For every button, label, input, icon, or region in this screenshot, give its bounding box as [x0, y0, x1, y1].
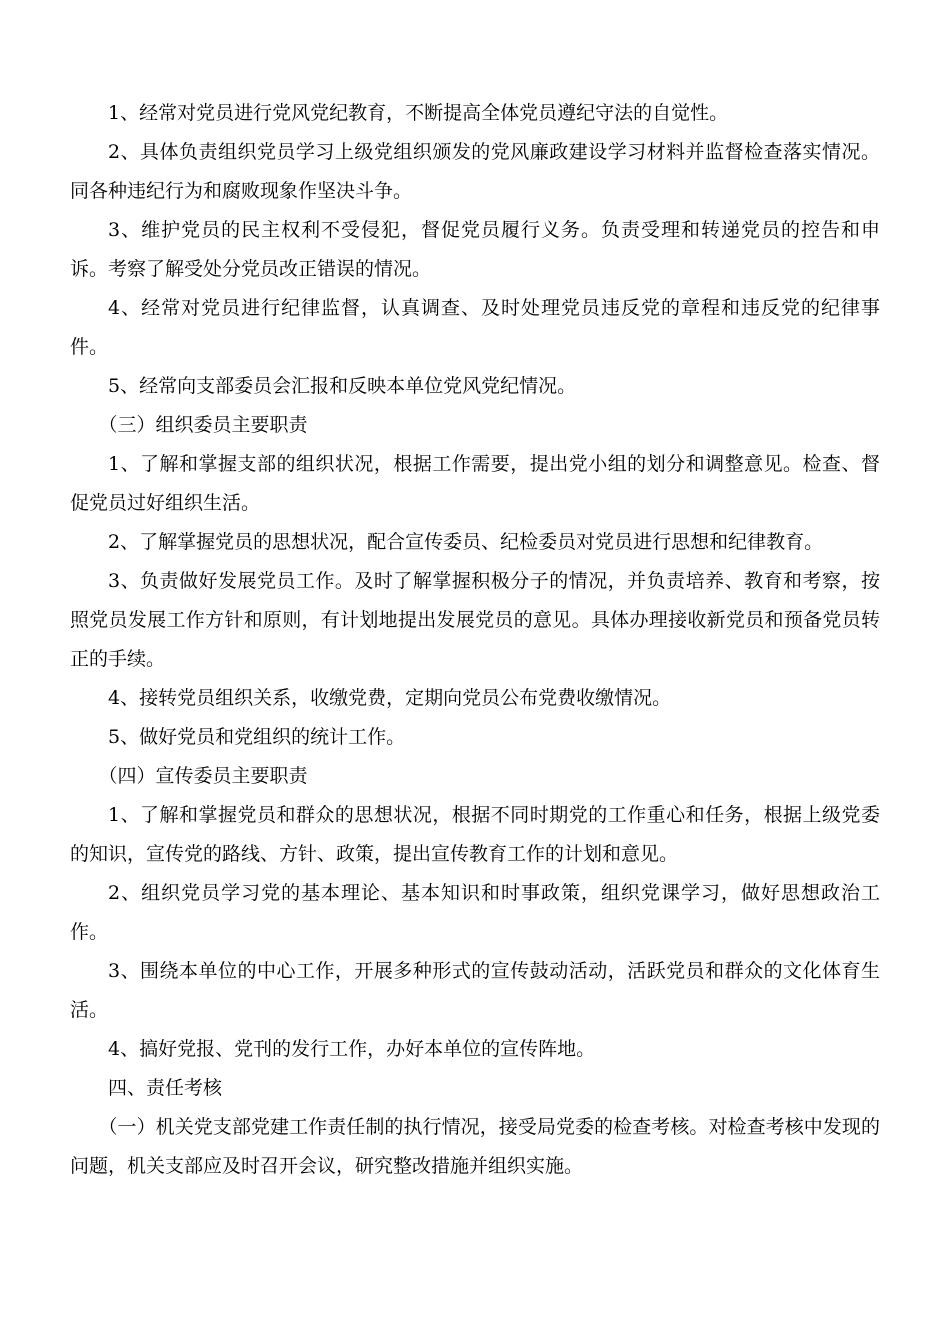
paragraph-assessment-1: （一）机关党支部党建工作责任制的执行情况，接受局党委的检查考核。对检查考核中发现的问题，机关支部应及时召开会议，研究整改措施并组织实施。	[70, 1116, 880, 1177]
paragraph-publicity-2: 2、组织党员学习党的基本理论、基本知识和时事政策，组织党课学习，做好思想政治工作。	[70, 882, 880, 943]
paragraph-discipline-4: 4、经常对党员进行纪律监督，认真调查、及时处理党员违反党的章程和违反党的纪律事件。	[70, 297, 880, 358]
paragraph-discipline-5: 5、经常向支部委员会汇报和反映本单位党风党纪情况。	[108, 375, 577, 397]
paragraph-publicity-4: 4、搞好党报、党刊的发行工作，办好本单位的宣传阵地。	[108, 1038, 596, 1060]
section-heading-responsibility-assessment: 四、责任考核	[108, 1077, 223, 1099]
paragraph-organization-2: 2、了解掌握党员的思想状况，配合宣传委员、纪检委员对党员进行思想和纪律教育。	[108, 531, 824, 553]
section-heading-organization: （三）组织委员主要职责	[98, 414, 308, 436]
paragraph-organization-4: 4、接转党员组织关系，收缴党费，定期向党员公布党费收缴情况。	[108, 687, 672, 709]
paragraph-organization-3: 3、负责做好发展党员工作。及时了解掌握积极分子的情况，并负责培养、教育和考察，按照党员发展工作方针和原则，有计划地提出发展党员的意见。具体办理接收新党员和预备党员转正的手续。	[70, 570, 880, 670]
paragraph-publicity-3: 3、围绕本单位的中心工作，开展多种形式的宣传鼓动活动，活跃党员和群众的文化体育生活。	[70, 960, 880, 1021]
paragraph-discipline-2: 2、具体负责组织党员学习上级党组织颁发的党风廉政建设学习材料并监督检查落实情况。同各种违纪行为和腐败现象作坚决斗争。	[70, 141, 880, 202]
section-heading-publicity: （四）宣传委员主要职责	[98, 765, 308, 787]
paragraph-discipline-1: 1、经常对党员进行党风党纪教育，不断提高全体党员遵纪守法的自觉性。	[108, 102, 729, 124]
paragraph-organization-1: 1、了解和掌握支部的组织状况，根据工作需要，提出党小组的划分和调整意见。检查、督促党员过好组织生活。	[70, 453, 880, 514]
paragraph-publicity-1: 1、了解和掌握党员和群众的思想状况，根据不同时期党的工作重心和任务，根据上级党委的知识，宣传党的路线、方针、政策，提出宣传教育工作的计划和意见。	[70, 804, 880, 865]
paragraph-organization-5: 5、做好党员和党组织的统计工作。	[108, 726, 406, 748]
paragraph-discipline-3: 3、维护党员的民主权利不受侵犯，督促党员履行义务。负责受理和转递党员的控告和申诉。考察了解受处分党员改正错误的情况。	[70, 219, 880, 280]
